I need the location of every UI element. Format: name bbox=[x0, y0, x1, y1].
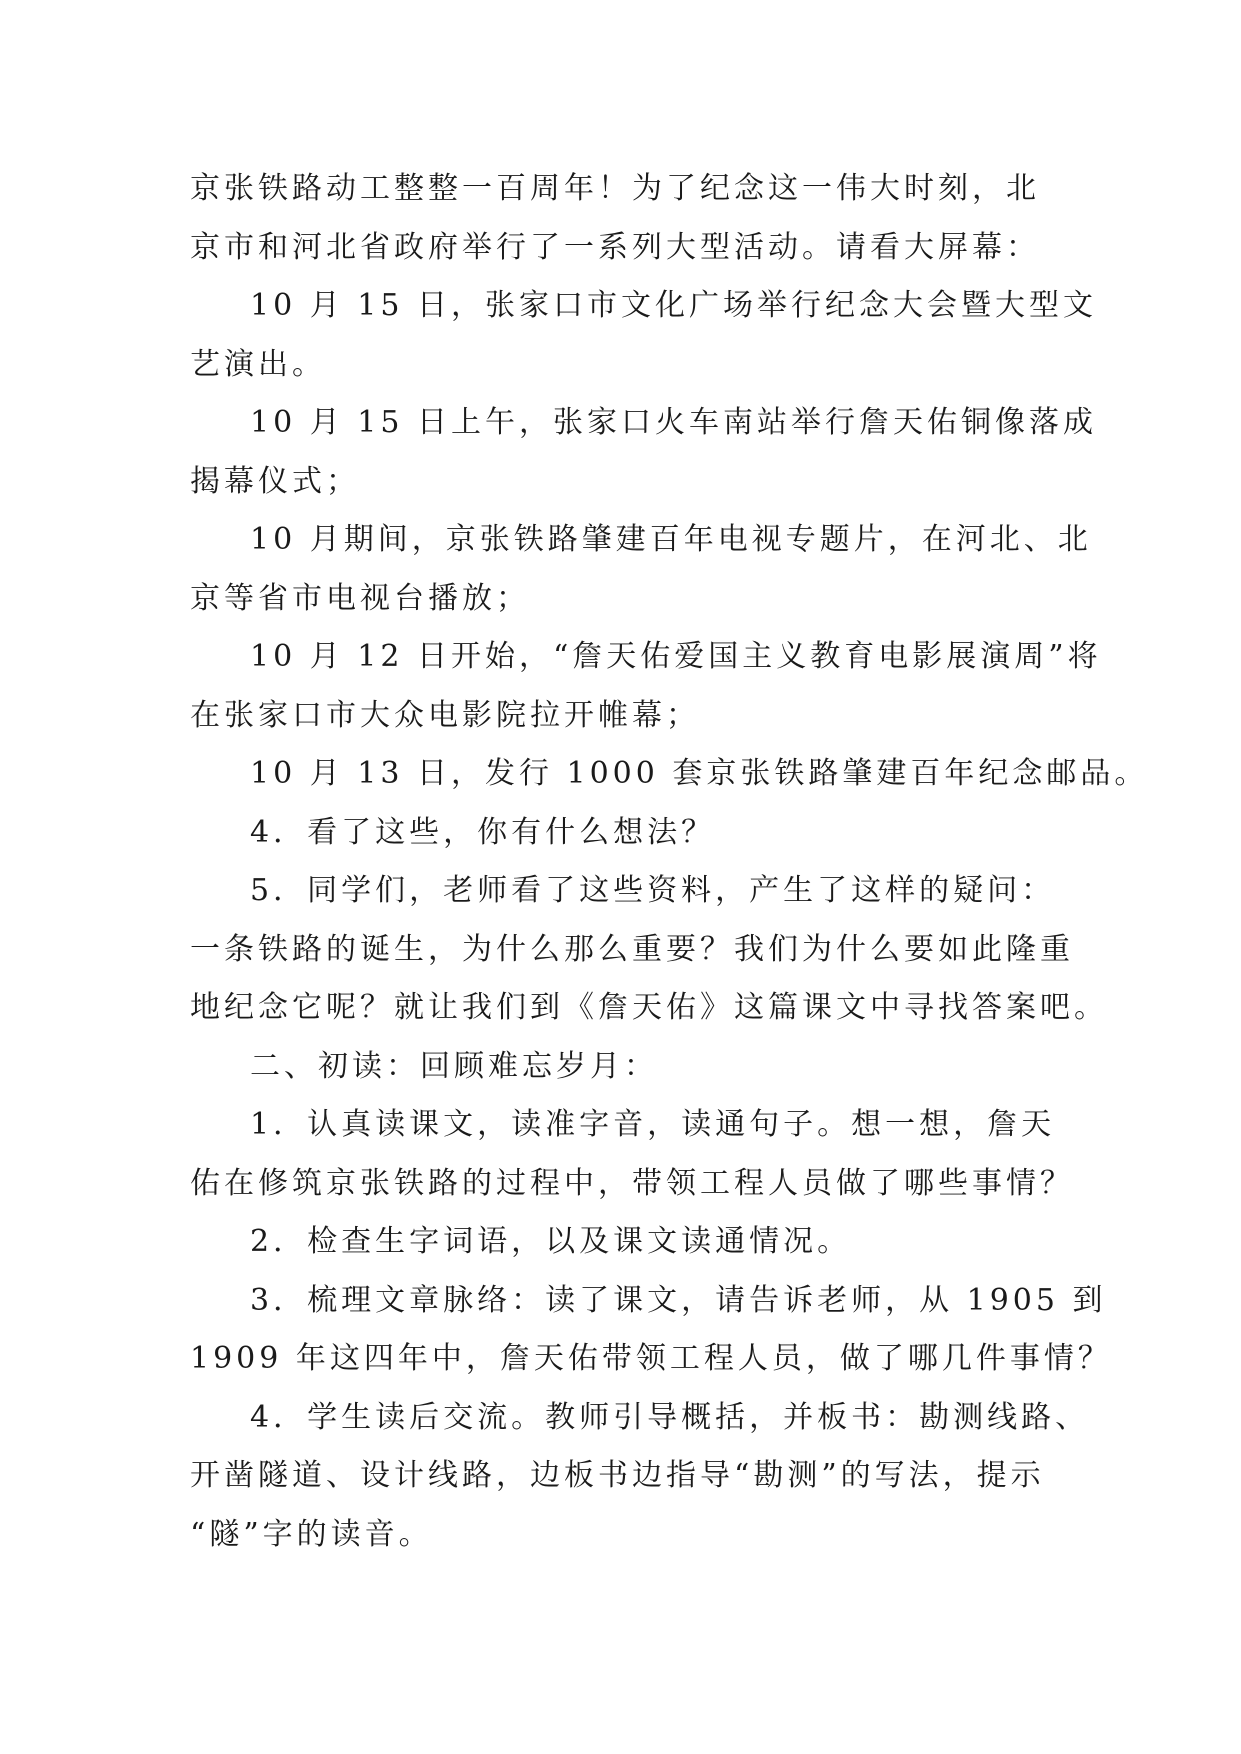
text-line: 1．认真读课文，读准字音，读通句子。想一想，詹天 bbox=[250, 1107, 1056, 1142]
text-line: 开凿隧道、设计线路，边板书边指导“勘测”的写法，提示 bbox=[190, 1458, 1045, 1493]
text-line: 揭幕仪式； bbox=[190, 463, 360, 499]
text-line: “隧”字的读音。 bbox=[190, 1516, 433, 1552]
text-line: 3．梳理文章脉络：读了课文，请告诉老师，从 1905 到 bbox=[250, 1282, 1107, 1318]
text-line: 艺演出。 bbox=[190, 346, 326, 382]
text-line: 在张家口市大众电影院拉开帷幕； bbox=[190, 697, 700, 733]
text-line: 10 月 15 日上午，张家口火车南站举行詹天佑铜像落成 bbox=[250, 405, 1097, 440]
text-line: 5．同学们，老师看了这些资料，产生了这样的疑问： bbox=[250, 873, 1056, 908]
text-line: 10 月 15 日，张家口市文化广场举行纪念大会暨大型文 bbox=[250, 288, 1097, 323]
text-line: 京等省市电视台播放； bbox=[190, 580, 530, 616]
text-line: 地纪念它呢？就让我们到《詹天佑》这篇课文中寻找答案吧。 bbox=[190, 990, 1108, 1025]
text-line: 10 月 12 日开始，“詹天佑爱国主义教育电影展演周”将 bbox=[250, 639, 1102, 674]
text-line: 1909 年这四年中，詹天佑带领工程人员，做了哪几件事情？ bbox=[190, 1341, 1112, 1376]
text-line: 佑在修筑京张铁路的过程中，带领工程人员做了哪些事情？ bbox=[190, 1165, 1074, 1201]
text-line: 一条铁路的诞生，为什么那么重要？我们为什么要如此隆重 bbox=[190, 931, 1074, 967]
text-line: 10 月 13 日，发行 1000 套京张铁路肇建百年纪念邮品。 bbox=[250, 756, 1149, 791]
section-heading: 二、初读：回顾难忘岁月： bbox=[250, 1048, 658, 1084]
text-line: 4．看了这些，你有什么想法？ bbox=[250, 814, 716, 850]
text-line: 10 月期间，京张铁路肇建百年电视专题片，在河北、北 bbox=[250, 522, 1092, 557]
text-line: 4．学生读后交流。教师引导概括，并板书：勘测线路、 bbox=[250, 1399, 1090, 1435]
text-line: 京市和河北省政府举行了一系列大型活动。请看大屏幕： bbox=[190, 229, 1040, 265]
text-line: 2．检查生字词语，以及课文读通情况。 bbox=[250, 1224, 852, 1259]
document-page bbox=[190, 160, 1149, 1564]
text-line: 京张铁路动工整整一百周年！为了纪念这一伟大时刻，北 bbox=[190, 171, 1040, 206]
